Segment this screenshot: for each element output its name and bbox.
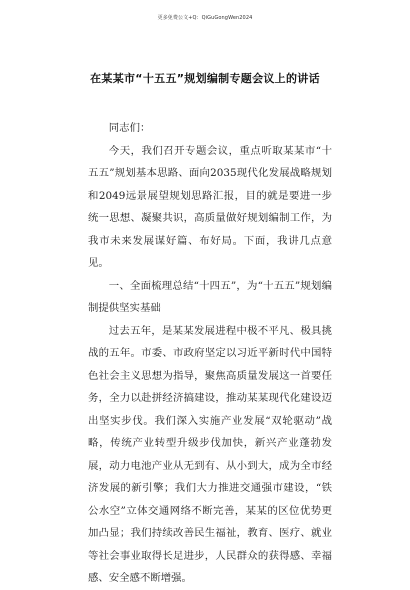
section-heading-1: 一、全面梳理总结“十四五”，为“十五五”规划编制提供坚实基础 [88, 279, 332, 314]
paragraph-review: 过去五年，是某某发展进程中极不平凡、极具挑战的五年。市委、市政府坚定以习近平新时代中国特色社会主义思想为指导，聚焦高质量发展这一首要任务，全力以赴拼经济搞建设，推动某某现代化建设迈出坚实步伐。我们深入实施产业发展“双轮驱动”战略，传统产业转型升级步伐加快，新兴产业蓬勃发展，动力电池产业从无到有、从小到大，成为全市经济发展的新引擎；我们大力推进交通强市建设，“铁公水空”立体交通网络不断完善，某某的区位优势更加凸显；我们持续改善民生福祉，教育、医疗、就业等社会事业取得长足进步，人民群众的获得感、幸福感、安全感不断增强。 [88, 324, 332, 584]
salutation: 同志们： [108, 122, 151, 134]
header-note: 更多免费公文+Q：QiGuGongWen2024 [157, 15, 253, 21]
document-body [88, 117, 332, 590]
document-title: 在某某市“十五五”规划编制专题会议上的讲话 [90, 72, 320, 85]
paragraph-intro: 今天，我们召开专题会议，重点听取某某市“十五五”规划基本思路、面向2035现代化发展战略规划和2049远景展望规划思路汇报，目的就是要进一步统一思想、凝聚共识，高质量做好规划编制工作，为我市未来发展谋好篇、布好局。下面，我讲几点意见。 [88, 144, 332, 269]
